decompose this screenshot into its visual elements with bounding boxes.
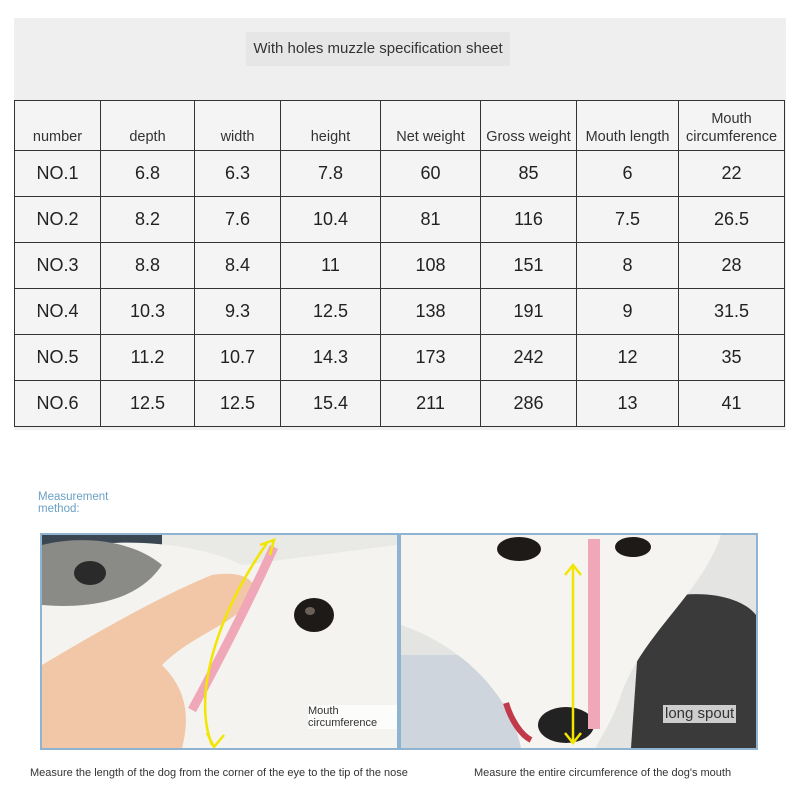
cell-depth: 12.5 bbox=[101, 381, 195, 427]
table-row bbox=[15, 197, 785, 243]
left-photo-label: Mouth circumference bbox=[308, 705, 398, 729]
table-row bbox=[15, 289, 785, 335]
cell-depth: 8.2 bbox=[101, 197, 195, 243]
cell-number: NO.6 bbox=[15, 381, 101, 427]
right-photo-label: long spout bbox=[665, 705, 735, 722]
measurement-heading-line2: method: bbox=[38, 503, 80, 515]
cell-width: 8.4 bbox=[195, 243, 281, 289]
header-mouth-circumference: Mouth circumference bbox=[679, 101, 785, 151]
cell-mouth-circumference: 35 bbox=[679, 335, 785, 381]
header-net-weight: Net weight bbox=[381, 101, 481, 151]
cell-mouth-length: 13 bbox=[577, 381, 679, 427]
dog-nose bbox=[538, 707, 594, 743]
cell-mouth-length: 7.5 bbox=[577, 197, 679, 243]
cell-height: 11 bbox=[281, 243, 381, 289]
cell-number: NO.5 bbox=[15, 335, 101, 381]
cell-height: 15.4 bbox=[281, 381, 381, 427]
cell-mouth-circumference: 31.5 bbox=[679, 289, 785, 335]
cell-height: 12.5 bbox=[281, 289, 381, 335]
cell-width: 12.5 bbox=[195, 381, 281, 427]
cell-net-weight: 211 bbox=[381, 381, 481, 427]
cell-mouth-length: 6 bbox=[577, 151, 679, 197]
cell-height: 7.8 bbox=[281, 151, 381, 197]
header-number: number bbox=[15, 101, 101, 151]
cell-gross-weight: 85 bbox=[481, 151, 577, 197]
cell-mouth-length: 8 bbox=[577, 243, 679, 289]
cell-gross-weight: 242 bbox=[481, 335, 577, 381]
cell-depth: 6.8 bbox=[101, 151, 195, 197]
cell-width: 6.3 bbox=[195, 151, 281, 197]
cell-width: 9.3 bbox=[195, 289, 281, 335]
specification-sheet bbox=[14, 18, 786, 430]
table-header-row bbox=[15, 101, 785, 151]
cell-width: 7.6 bbox=[195, 197, 281, 243]
cell-net-weight: 173 bbox=[381, 335, 481, 381]
header-height: height bbox=[281, 101, 381, 151]
cell-number: NO.3 bbox=[15, 243, 101, 289]
cell-mouth-circumference: 26.5 bbox=[679, 197, 785, 243]
measurement-heading-line1: Measurement bbox=[38, 491, 109, 503]
measurement-method-heading bbox=[38, 491, 108, 515]
table-row bbox=[15, 151, 785, 197]
cell-net-weight: 138 bbox=[381, 289, 481, 335]
cell-gross-weight: 286 bbox=[481, 381, 577, 427]
cell-mouth-circumference: 28 bbox=[679, 243, 785, 289]
table-row bbox=[15, 335, 785, 381]
cell-gross-weight: 151 bbox=[481, 243, 577, 289]
cell-net-weight: 81 bbox=[381, 197, 481, 243]
cell-number: NO.2 bbox=[15, 197, 101, 243]
cell-number: NO.4 bbox=[15, 289, 101, 335]
header-depth: depth bbox=[101, 101, 195, 151]
cell-depth: 8.8 bbox=[101, 243, 195, 289]
dog-eye bbox=[294, 598, 334, 632]
cell-gross-weight: 116 bbox=[481, 197, 577, 243]
cell-mouth-length: 12 bbox=[577, 335, 679, 381]
right-measurement-photo bbox=[399, 533, 758, 750]
cell-depth: 11.2 bbox=[101, 335, 195, 381]
spec-table bbox=[14, 100, 785, 427]
cell-mouth-circumference: 22 bbox=[679, 151, 785, 197]
sheet-title: With holes muzzle specification sheet bbox=[246, 32, 510, 66]
dog-nose bbox=[74, 561, 106, 585]
cell-width: 10.7 bbox=[195, 335, 281, 381]
left-measurement-photo bbox=[40, 533, 399, 750]
dog-eye-right bbox=[615, 537, 651, 557]
right-caption: Measure the entire circumference of the dog's mouth bbox=[474, 767, 732, 779]
table-row bbox=[15, 381, 785, 427]
header-width: width bbox=[195, 101, 281, 151]
left-caption: Measure the length of the dog from the corner of the eye to the tip of the nose bbox=[30, 767, 408, 779]
header-gross-weight: Gross weight bbox=[481, 101, 577, 151]
cell-depth: 10.3 bbox=[101, 289, 195, 335]
cell-number: NO.1 bbox=[15, 151, 101, 197]
cell-gross-weight: 191 bbox=[481, 289, 577, 335]
measuring-tape bbox=[588, 539, 600, 729]
dog-eye-left bbox=[497, 537, 541, 561]
cell-height: 10.4 bbox=[281, 197, 381, 243]
table-row bbox=[15, 243, 785, 289]
cell-mouth-circumference: 41 bbox=[679, 381, 785, 427]
cell-mouth-length: 9 bbox=[577, 289, 679, 335]
cell-net-weight: 108 bbox=[381, 243, 481, 289]
cell-height: 14.3 bbox=[281, 335, 381, 381]
cell-net-weight: 60 bbox=[381, 151, 481, 197]
header-mouth-length: Mouth length bbox=[577, 101, 679, 151]
